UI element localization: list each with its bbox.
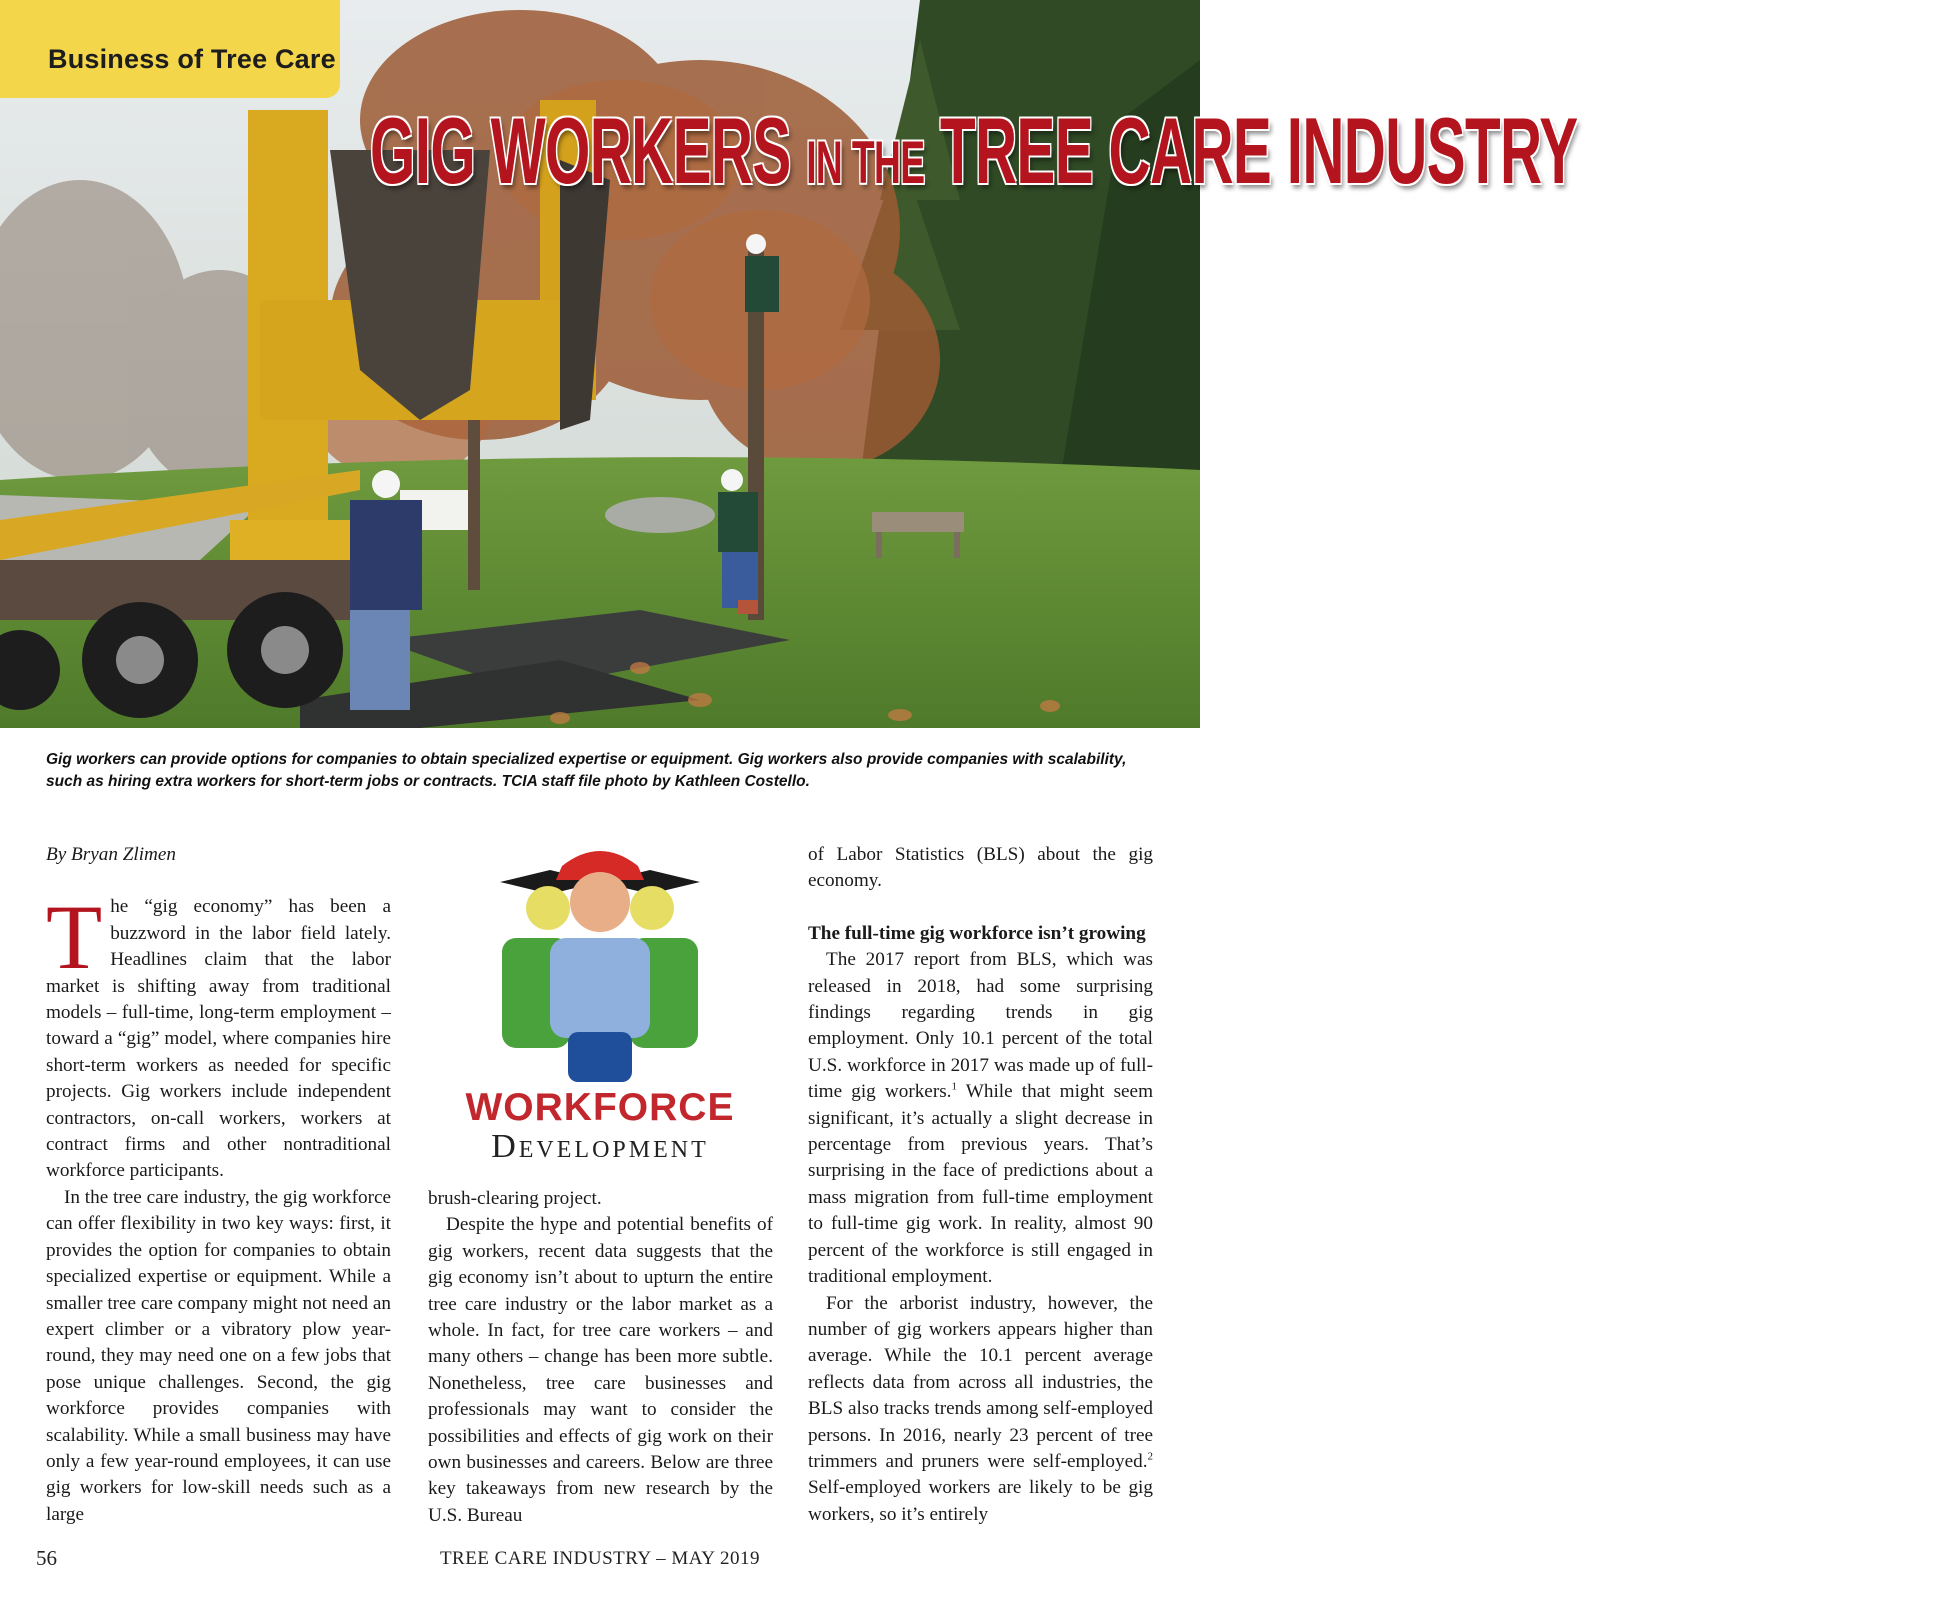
paragraph-text: The 2017 report from BLS, which was released in 2018, had some surprising findings regarding trends in gig employment. Only 10.1 percent of the total U.S. workforce in 2017 was made up of full-time gig workers. <box>808 949 1153 1103</box>
section-tab <box>0 0 340 98</box>
workforce-development-logo <box>440 842 760 1172</box>
section-tab-label: Business of Tree Care <box>48 44 336 74</box>
paragraph: In the tree care industry, the gig workforce can offer flexibility in two key ways: first, it provides the option for companies to obtain specialized expertise or equipment. While a smaller tree care company might not need an expert climber or a vibratory plow year-round, they may need one on a few jobs that pose unique challenges. Second, the gig workforce provides companies with scalability. While a small business may have only a few year-round employees, it can use gig workers for low-skill needs such as a large <box>46 1186 391 1525</box>
headline-part2: IN THE <box>806 129 925 196</box>
headline-part1: GIG WORKERS <box>370 98 791 203</box>
headline <box>0 98 1578 203</box>
paragraph-text: For the arborist industry, however, the number of gig workers appears higher than average. While the 10.1 percent average reflects data from across all industries, the BLS also tracks trends among self-employed persons. In 2016, nearly 23 percent of tree trimmers and pruners were self-employed. <box>808 1292 1153 1472</box>
byline: By Bryan Zlimen <box>46 844 177 865</box>
paragraph-text: While that might seem significant, it’s actually a slight decrease in percentage from previous years. That’s surprising in the face of predictions about a mass migration from full-time employment to full-time gig work. In reality, almost 90 percent of the workforce is still engaged in traditional employment. <box>808 1081 1153 1288</box>
footnote-marker: 1 <box>951 1080 957 1093</box>
paragraph: of Labor Statistics (BLS) about the gig economy. <box>808 844 1153 892</box>
paragraph <box>808 1291 1153 1529</box>
paragraph: Despite the hype and potential benefits of gig workers, recent data suggests that the gig economy isn’t about to upturn the entire tree care industry or the labor market as a whole. In fact, for tree care workers – and many others – change has been more subtle. Nonetheless, tree care businesses and professionals may want to consider the possibilities and effects of gig work on their own businesses and careers. Below are three key takeaways from new research by the U.S. Bureau <box>428 1214 773 1526</box>
headline-part3: TREE CARE INDUSTRY <box>939 98 1578 203</box>
logo-text-development: Development <box>491 1128 709 1165</box>
logo-text-workforce: WORKFORCE <box>465 1086 735 1129</box>
paragraph: brush-clearing project. <box>428 1188 602 1209</box>
running-footer: TREE CARE INDUSTRY – MAY 2019 <box>439 1548 761 1569</box>
page-number: 56 <box>36 1546 57 1570</box>
hero-photo <box>0 0 1578 728</box>
article-column-1 <box>46 842 391 1528</box>
people-figures-icon <box>440 842 760 1082</box>
drop-cap: T <box>46 886 103 989</box>
footnote-marker: 2 <box>1147 1450 1153 1463</box>
paragraph-text: Self-employed workers are likely to be gig workers, so it’s entirely <box>808 1477 1153 1525</box>
article-column-3 <box>808 842 1153 1528</box>
article-column-2 <box>428 1186 773 1529</box>
paragraph <box>808 947 1153 1290</box>
subheading: The full-time gig workforce isn’t growing <box>808 922 1146 944</box>
lead-paragraph <box>46 886 391 1184</box>
lead-paragraph-text: he “gig economy” has been a buzzword in the labor field lately. Headlines claim that the labor market is shifting away from traditional models – full-time, long-term employment – toward a “gig” model, where companies hire short-term workers as needed for specific projects. Gig workers include independent contractors, on-call workers, workers at contract firms and other nontraditional workforce participants. <box>46 896 391 1182</box>
photo-caption: Gig workers can provide options for companies to obtain specialized expertise or equipment. Gig workers also provide companies with scalability, such as hiring extra workers for short-term jobs or contracts. TCIA staff file photo by Kathleen Costello. <box>46 751 1127 790</box>
